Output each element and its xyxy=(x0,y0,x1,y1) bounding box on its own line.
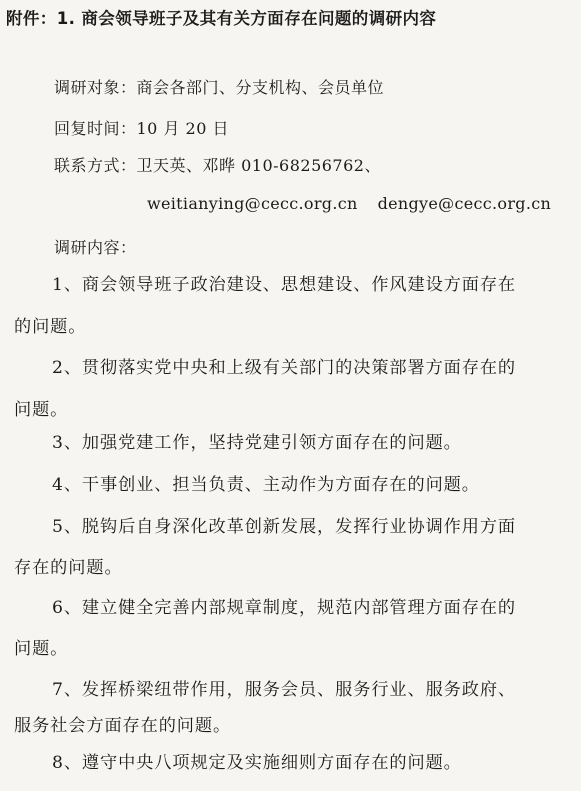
item-4-line-1: 4、干事创业、担当负责、主动作为方面存在的问题。 xyxy=(52,475,480,495)
email-dengye[interactable]: dengye@cecc.org.cn xyxy=(377,194,552,213)
item-1-line-1: 1、商会领导班子政治建设、思想建设、作风建设方面存在 xyxy=(52,275,517,295)
content-heading: 调研内容： xyxy=(54,238,137,257)
reply-time: 回复时间：10 月 20 日 xyxy=(54,119,229,138)
contact-emails xyxy=(147,193,551,215)
item-5-line-1: 5、脱钩后自身深化改革创新发展，发挥行业协调作用方面 xyxy=(52,517,517,537)
item-1-line-2: 的问题。 xyxy=(14,317,87,337)
item-3-line-1: 3、加强党建工作，坚持党建引领方面存在的问题。 xyxy=(52,433,462,453)
document-title: 附件：1. 商会领导班子及其有关方面存在问题的调研内容 xyxy=(6,9,437,28)
survey-target: 调研对象：商会各部门、分支机构、会员单位 xyxy=(54,78,385,97)
item-5-line-2: 存在的问题。 xyxy=(14,558,123,578)
item-2-line-1: 2、贯彻落实党中央和上级有关部门的决策部署方面存在的 xyxy=(52,358,517,378)
item-7-line-2: 服务社会方面存在的问题。 xyxy=(14,716,232,736)
item-7-line-1: 7、发挥桥梁纽带作用，服务会员、服务行业、服务政府、 xyxy=(52,680,517,700)
item-2-line-2: 问题。 xyxy=(14,400,69,420)
item-6-line-1: 6、建立健全完善内部规章制度，规范内部管理方面存在的 xyxy=(52,598,517,618)
email-weitianying[interactable]: weitianying@cecc.org.cn xyxy=(147,194,358,213)
item-8-line-1: 8、遵守中央八项规定及实施细则方面存在的问题。 xyxy=(52,753,462,773)
contact-info: 联系方式：卫天英、邓晔 010-68256762、 xyxy=(54,156,381,175)
item-6-line-2: 问题。 xyxy=(14,639,69,659)
